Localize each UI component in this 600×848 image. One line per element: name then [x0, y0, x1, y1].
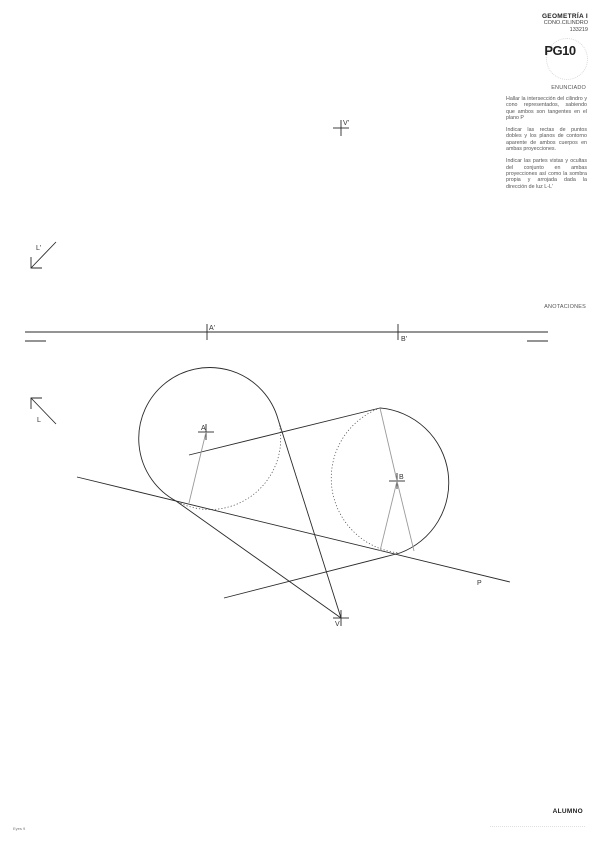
- enunciado-heading: ENUNCIADO: [551, 85, 586, 91]
- cone-generatrix-left: [176, 501, 341, 618]
- cone-auxiliary-radius: [189, 432, 206, 503]
- cylinder-auxiliary-radius-left: [380, 481, 397, 551]
- footer-note: Eyes 9: [13, 826, 26, 831]
- plane-p-trace: [77, 477, 510, 582]
- label-b: B: [399, 474, 404, 481]
- course-title: GEOMETRÍA I: [541, 13, 588, 20]
- exercise-subtitle: CONO.CILINDRO: [543, 20, 588, 26]
- cone-base-hidden-arc: [176, 419, 281, 510]
- sheet-badge: PG10: [544, 43, 576, 58]
- cylinder-base-outline: [380, 408, 449, 553]
- label-l: L: [37, 417, 41, 424]
- enunciado-paragraph-1: Hallar la intersección del cilindro y cono representados, sabiendo que ambos son tangentes en el plano P: [506, 96, 587, 121]
- cylinder-auxiliary-radius-right: [397, 481, 414, 551]
- cylinder-auxiliary-radius-top: [380, 408, 397, 481]
- enunciado-paragraph-3: Indicar las partes vistas y ocultas del conjunto en ambas proyecciones así como la sombra propia y arrojada dada la dirección de luz L-L': [506, 158, 587, 190]
- l-arrow: [31, 398, 56, 424]
- student-label: ALUMNO: [552, 808, 583, 815]
- cone-generatrix-right: [278, 419, 341, 618]
- label-v-prime: V': [343, 120, 350, 127]
- exercise-code: 133219: [569, 27, 588, 33]
- label-p: P: [477, 580, 482, 587]
- anotaciones-heading: ANOTACIONES: [544, 304, 586, 310]
- cone-base-outline: [139, 368, 278, 501]
- enunciado-paragraph-2: Indicar las rectas de puntos dobles y los planos de contorno aparente de ambos cuerpos en ambas proyecciones.: [506, 127, 587, 153]
- student-signature-line: [490, 826, 585, 827]
- label-v: V: [335, 621, 340, 628]
- cylinder-base-hidden-arc: [331, 408, 400, 553]
- cylinder-generatrix-bottom: [224, 553, 400, 598]
- l-prime-arrow: [31, 242, 56, 268]
- label-b-prime: B': [401, 336, 408, 343]
- cylinder-generatrix-top: [189, 408, 380, 455]
- label-l-prime: L': [36, 245, 42, 252]
- label-a-prime: A': [209, 325, 216, 332]
- label-a: A: [201, 425, 206, 432]
